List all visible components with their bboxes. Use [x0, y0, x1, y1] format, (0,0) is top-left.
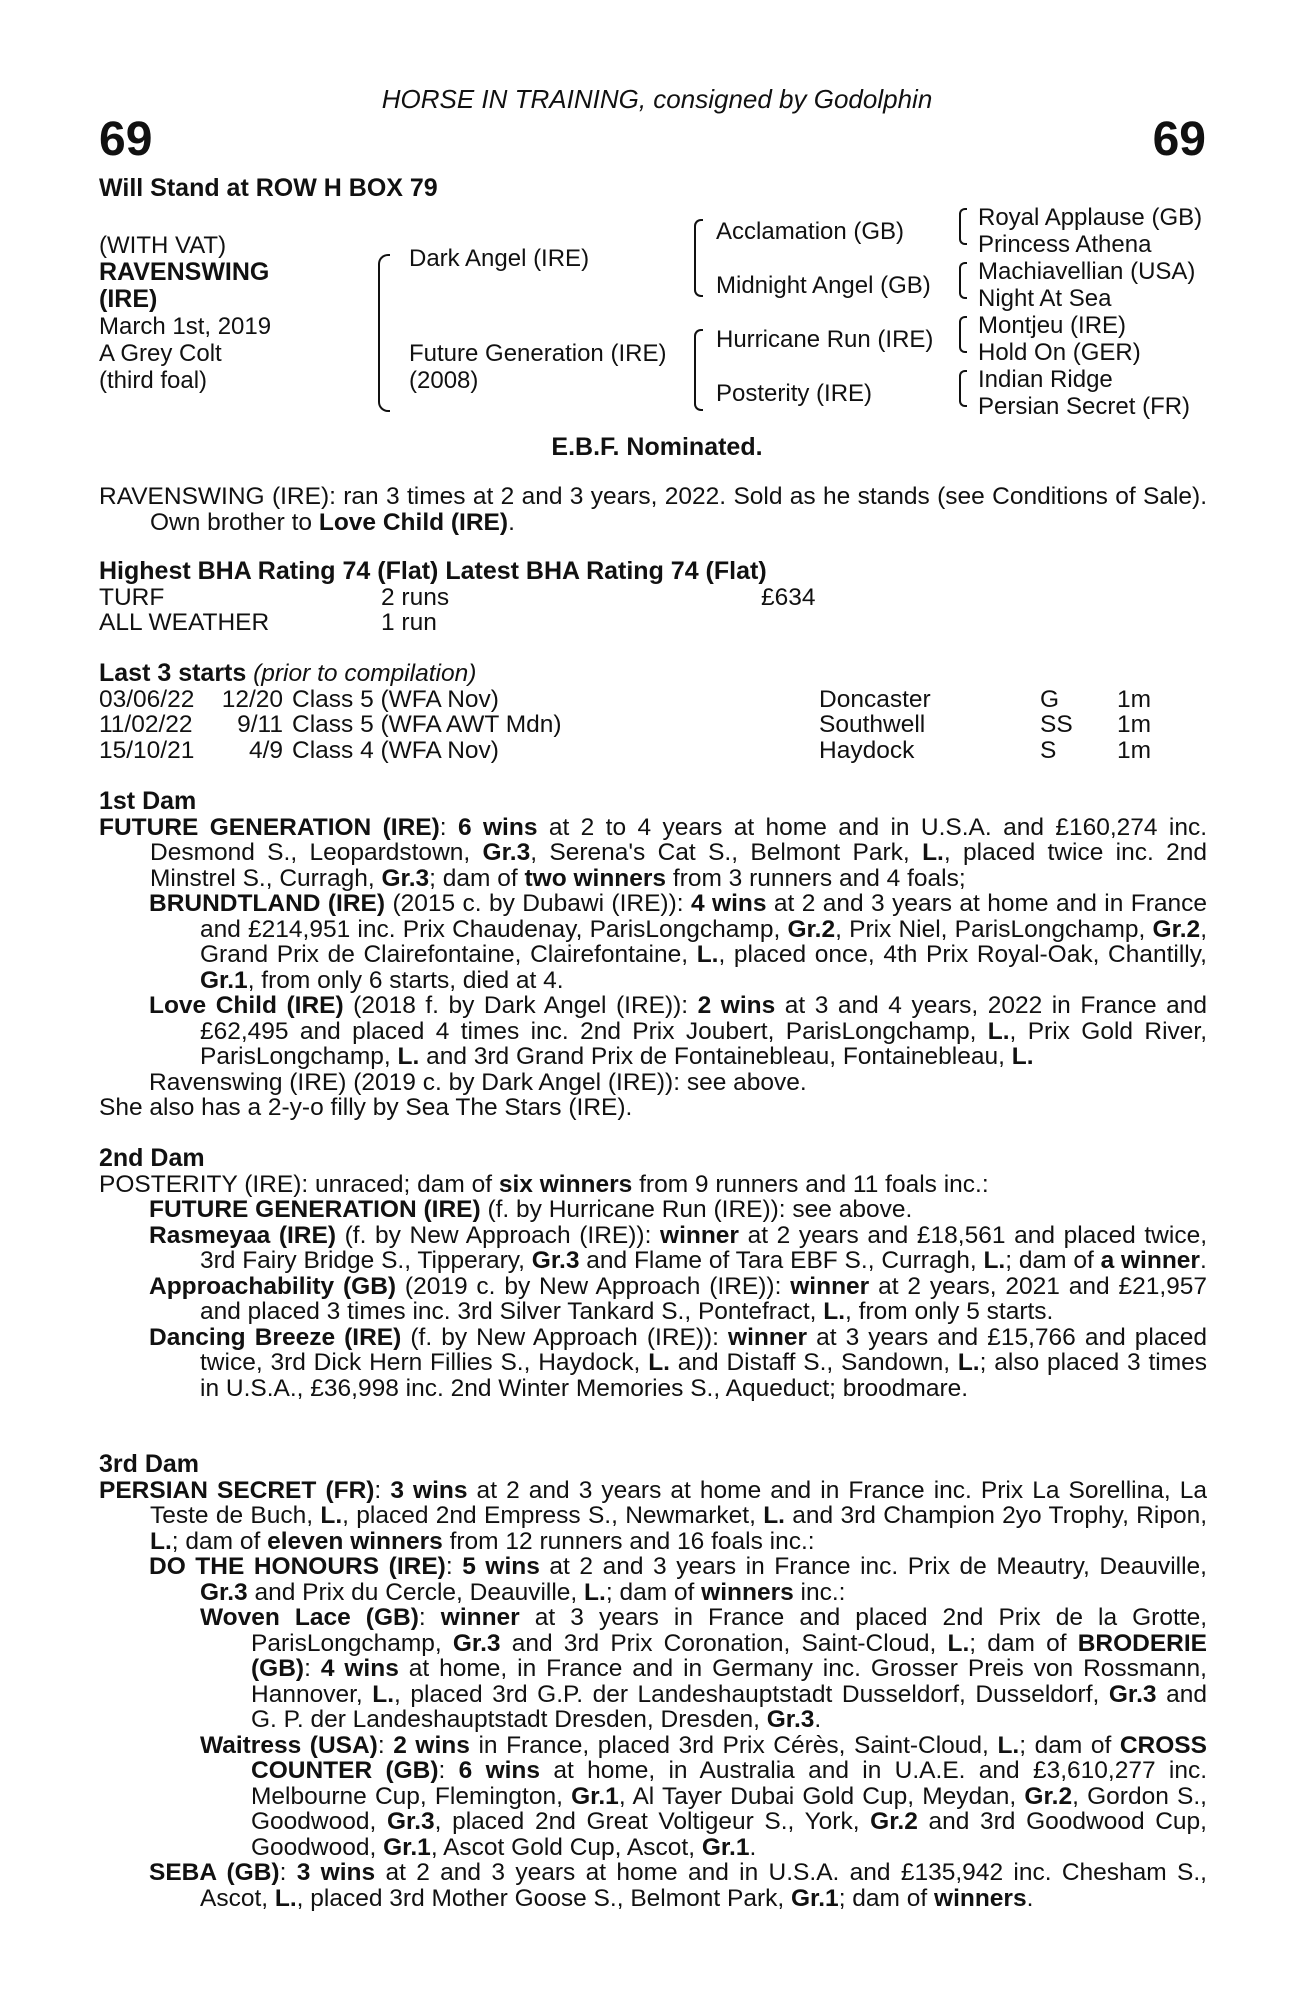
produce-entry: FUTURE GENERATION (IRE) (f. by Hurricane Run (IRE)): see above.: [149, 1196, 913, 1223]
dam-dam: Posterity (IRE): [716, 380, 873, 407]
second-dam-heading: 2nd Dam: [99, 1144, 205, 1172]
pedigree-brace: [694, 329, 703, 411]
foal-note: (third foal): [99, 367, 208, 394]
ratings-heading: Highest BHA Rating 74 (Flat) Latest BHA Rating 74 (Flat): [99, 557, 767, 585]
horse-name: RAVENSWING: [99, 258, 270, 286]
ratings-block: [99, 559, 1207, 636]
dam: Future Generation (IRE): [409, 340, 667, 367]
produce-note: She also has a 2-y-o filly by Sea The Stars (IRE).: [99, 1094, 633, 1121]
start-distance: 1m: [1117, 736, 1152, 764]
start-position: 12/20: [221, 685, 283, 713]
produce-entry: Woven Lace (GB): winner at 3 years in France and placed 2nd Prix de la Grotte, ParisLongchamp, Gr.3 and 3rd Prix Coronation, Saint-Cloud, L.; dam of BRODERIE (GB): 4 wins at home, in France and in Germany inc. Grosser Preis von Rossmann, Hannover, L., placed 3rd G.P. der Landeshauptstadt Dusseldorf, Dusseldorf, Gr.3 and G. P. der Landeshauptstadt Dresden, Dresden, Gr.3.: [200, 1604, 1208, 1733]
summary-sibling: Love Child (IRE): [318, 508, 509, 536]
ratings-row: [99, 610, 1207, 636]
race-summary: [99, 484, 1207, 535]
start-distance: 1m: [1117, 685, 1152, 713]
start-position: 4/9: [248, 736, 283, 764]
consignor-header: HORSE IN TRAINING, consigned by Godolphin: [381, 84, 933, 114]
start-position: 9/11: [237, 711, 283, 738]
start-course: Doncaster: [819, 685, 931, 713]
summary-text: RAVENSWING (IRE): ran 3 times at 2 and 3 years, 2022. Sold as he stands (see Conditions of Sale). Own brother to: [99, 483, 1207, 536]
horse-description: A Grey Colt: [99, 340, 222, 367]
produce-entry: SEBA (GB): 3 wins at 2 and 3 years at home and in U.S.A. and £135,942 inc. Chesham S., Ascot, L., placed 3rd Mother Goose S., Belmont Park, Gr.1; dam of winners.: [149, 1859, 1207, 1912]
pedigree-brace: [959, 262, 967, 299]
surface: TURF: [99, 583, 165, 611]
sire-sire-sire: Royal Applause (GB): [978, 204, 1203, 231]
start-row: [99, 712, 1207, 738]
dam-entry: POSTERITY (IRE): unraced; dam of six winners from 9 runners and 11 foals inc.:: [99, 1170, 989, 1198]
start-going: G: [1040, 685, 1060, 713]
dam-sire-dam: Hold On (GER): [978, 339, 1141, 366]
second-dam-section: [99, 1146, 1207, 1401]
start-going: S: [1040, 736, 1057, 764]
produce-entry: Ravenswing (IRE) (2019 c. by Dark Angel (IRE)): see above.: [149, 1068, 807, 1096]
sire-dam-dam: Night At Sea: [978, 285, 1112, 312]
surface: ALL WEATHER: [99, 609, 270, 636]
start-row: [99, 687, 1207, 713]
start-distance: 1m: [1117, 711, 1152, 738]
produce-entry: Rasmeyaa (IRE) (f. by New Approach (IRE)): winner at 2 years and £18,561 and placed twice, 3rd Fairy Bridge S., Tipperary, Gr.3 and Flame of Tara EBF S., Curragh, L.; dam of a winner.: [149, 1221, 1208, 1274]
sire-sire: Acclamation (GB): [716, 218, 905, 245]
horse-name-suffix: (IRE): [99, 285, 158, 313]
last-starts-heading: Last 3 starts: [99, 659, 247, 687]
third-dam-heading: 3rd Dam: [99, 1450, 200, 1478]
dam-sire: Hurricane Run (IRE): [716, 326, 934, 353]
third-dam-section: [99, 1452, 1207, 1911]
start-course: Haydock: [819, 736, 915, 764]
dam-dam-dam: Persian Secret (FR): [978, 393, 1191, 420]
pedigree-brace: [959, 370, 967, 407]
produce-entry: Waitress (USA): 2 wins in France, placed 3rd Prix Cérès, Saint-Cloud, L.; dam of CROSS COUNTER (GB): 6 wins at home, in Australia and in U.A.E. and £3,610,277 inc. Melbourne Cup, Flemington, Gr.1, Al Tayer Dubai Gold Cup, Meydan, Gr.2, Gordon S., Goodwood, Gr.3, placed 2nd Great Voltigeur S., York, Gr.2 and 3rd Goodwood Cup, Goodwood, Gr.1, Ascot Gold Cup, Ascot, Gr.1.: [200, 1731, 1208, 1861]
stand-location: Will Stand at ROW H BOX 79: [99, 174, 438, 202]
foaling-date: March 1st, 2019: [99, 313, 272, 340]
start-race: Class 4 (WFA Nov): [292, 736, 499, 764]
sire-dam: Midnight Angel (GB): [716, 272, 931, 299]
last-starts-block: [99, 661, 1207, 763]
pedigree-brace: [959, 208, 967, 245]
dam-entry: PERSIAN SECRET (FR): 3 wins at 2 and 3 years at home and in France inc. Prix La Sorellina, La Teste de Buch, L., placed 2nd Empress S., Newmarket, L. and 3rd Champion 2yo Trophy, Ripon, L.; dam of eleven winners from 12 runners and 16 foals inc.:: [99, 1476, 1207, 1555]
first-dam-heading: 1st Dam: [99, 787, 197, 815]
start-row: [99, 738, 1207, 764]
produce-entry: DO THE HONOURS (IRE): 5 wins at 2 and 3 years in France inc. Prix de Meautry, Deauville, Gr.3 and Prix du Cercle, Deauville, L.; dam of winners inc.:: [149, 1553, 1207, 1606]
produce-entry: Dancing Breeze (IRE) (f. by New Approach (IRE)): winner at 3 years and £15,766 and placed twice, 3rd Dick Hern Fillies S., Haydock, L. and Distaff S., Sandown, L.; also placed 3 times in U.S.A., £36,998 inc. 2nd Winter Memories S., Aqueduct; broodmare.: [149, 1323, 1207, 1402]
dam-dam-sire: Indian Ridge: [978, 366, 1113, 393]
start-date: 03/06/22: [99, 685, 195, 713]
runs: 1 run: [381, 609, 437, 636]
start-going: SS: [1040, 711, 1073, 738]
pedigree-brace: [694, 219, 703, 297]
vat-note: (WITH VAT): [99, 232, 227, 259]
produce-entry: Approachability (GB) (2019 c. by New Approach (IRE)): winner at 2 years, 2021 and £21,957 and placed 3 times inc. 3rd Silver Tankard S., Pontefract, L., from only 5 starts.: [149, 1272, 1208, 1325]
lot-number-right: 69: [1152, 113, 1206, 166]
produce-entry: BRUNDTLAND (IRE) (2015 c. by Dubawi (IRE)): 4 wins at 2 and 3 years at home and in France and £214,951 inc. Prix Chaudenay, ParisLongchamp, Gr.2, Prix Niel, ParisLongchamp, Gr.2, Grand Prix de Clairefontaine, Clairefontaine, L., placed once, 4th Prix Royal-Oak, Chantilly, Gr.1, from only 6 starts, died at 4.: [149, 890, 1208, 994]
first-dam-section: [99, 789, 1207, 1121]
start-race: Class 5 (WFA Nov): [292, 685, 499, 713]
summary-end: .: [508, 508, 515, 536]
pedigree-brace: [959, 316, 967, 353]
sire-sire-dam: Princess Athena: [978, 231, 1152, 258]
start-date: 15/10/21: [99, 736, 195, 764]
dam-sire-sire: Montjeu (IRE): [978, 312, 1127, 339]
sire: Dark Angel (IRE): [409, 245, 590, 272]
prize-money: £634: [761, 583, 816, 611]
ratings-row: [99, 585, 1207, 611]
ebf-nomination: E.B.F. Nominated.: [551, 433, 763, 461]
lot-number-left: 69: [99, 113, 153, 166]
start-race: Class 5 (WFA AWT Mdn): [292, 711, 562, 738]
sire-dam-sire: Machiavellian (USA): [978, 258, 1196, 285]
pedigree-brace: [378, 254, 390, 412]
start-course: Southwell: [819, 711, 926, 738]
last-starts-note: (prior to compilation): [253, 660, 477, 687]
dam-year: (2008): [409, 367, 479, 394]
dam-entry: FUTURE GENERATION (IRE): 6 wins at 2 to 4 years at home and in U.S.A. and £160,274 inc. Desmond S., Leopardstown, Gr.3, Serena's Cat S., Belmont Park, L., placed twice inc. 2nd Minstrel S., Curragh, Gr.3; dam of two winners from 3 runners and 4 foals;: [99, 813, 1208, 892]
produce-entry: Love Child (IRE) (2018 f. by Dark Angel (IRE)): 2 wins at 3 and 4 years, 2022 in France and £62,495 and placed 4 times inc. 2nd Prix Joubert, ParisLongchamp, L., Prix Gold River, ParisLongchamp, L. and 3rd Grand Prix de Fontainebleau, Fontainebleau, L.: [149, 992, 1207, 1070]
start-date: 11/02/22: [99, 711, 193, 738]
runs: 2 runs: [381, 583, 450, 611]
